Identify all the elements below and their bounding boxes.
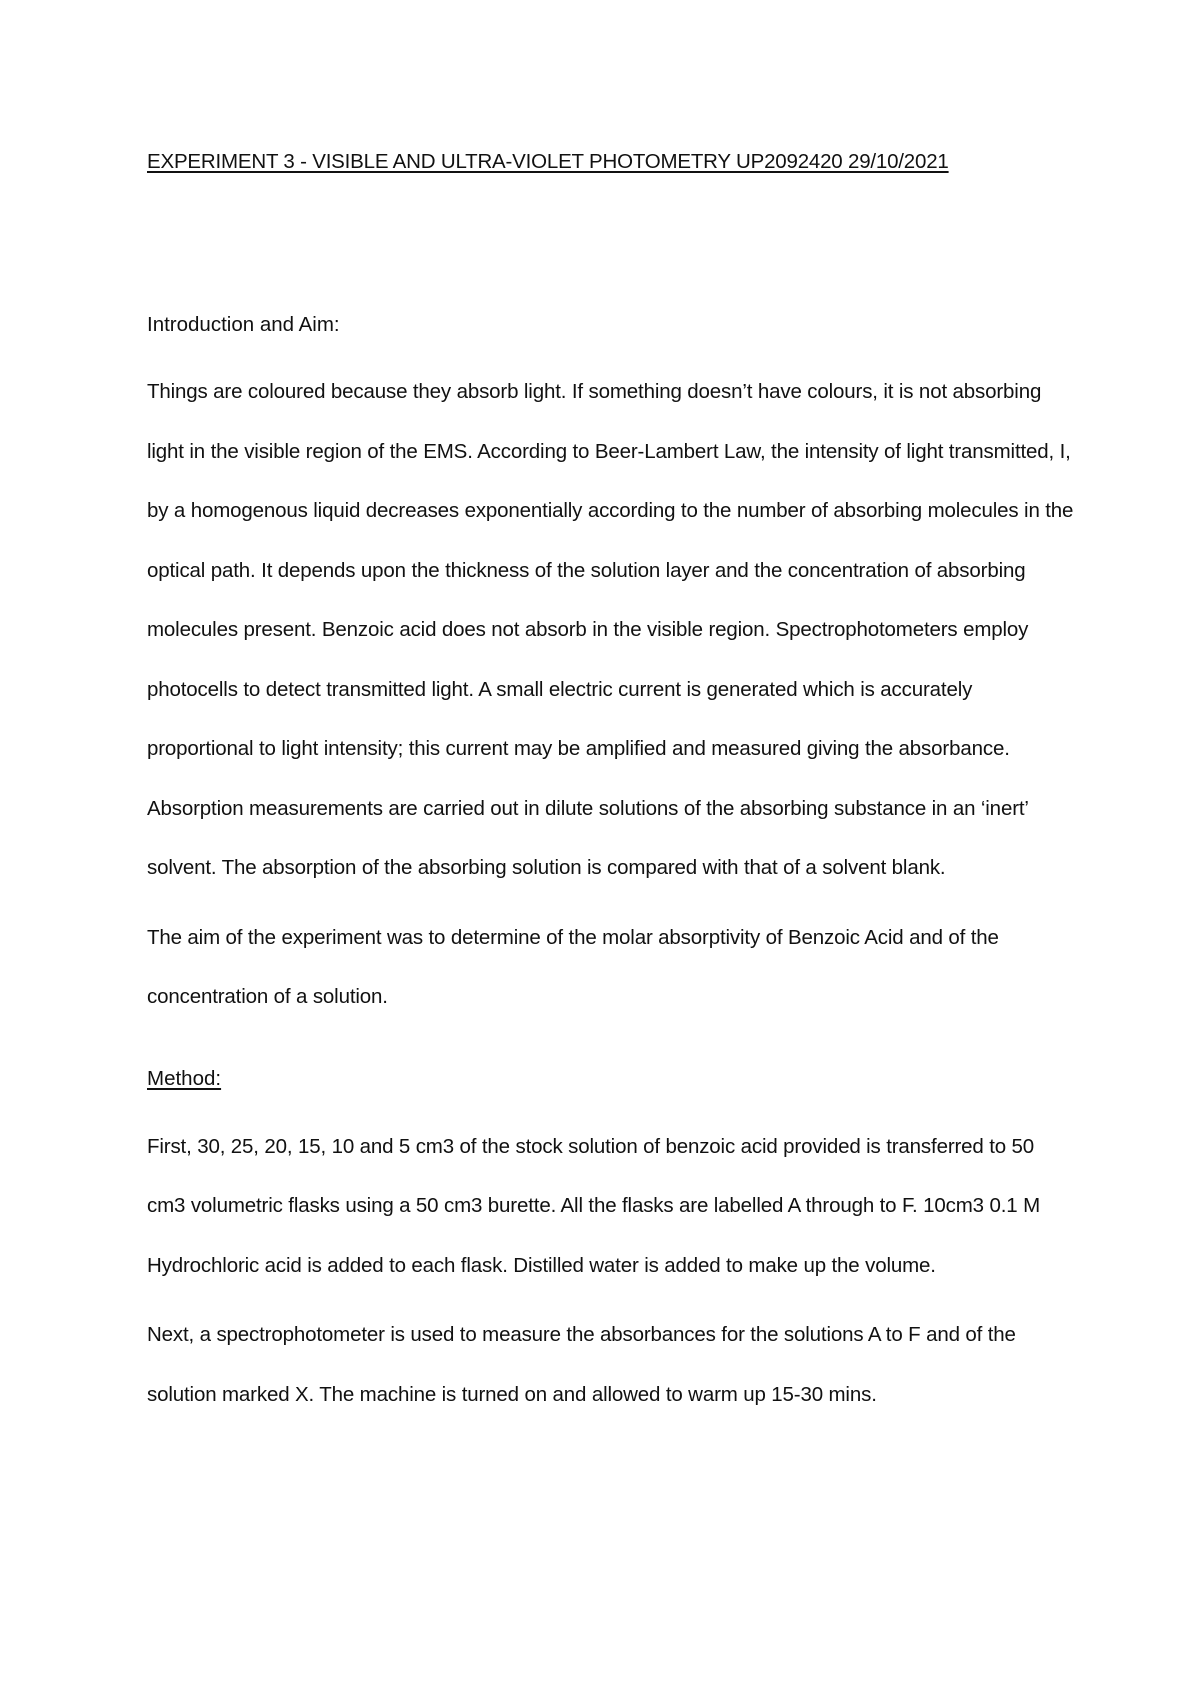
document-title: EXPERIMENT 3 - VISIBLE AND ULTRA-VIOLET PHOTOMETRY UP2092420 29/10/2021 [147,150,949,173]
introduction-heading: Introduction and Aim: [147,313,340,336]
method-paragraph: Next, a spectrophotometer is used to measure the absorbances for the solutions A to F and of the solution marked X. The machine is turned on and allowed to warm up 15-30 mins. [147,1323,1016,1406]
aim-paragraph: The aim of the experiment was to determine of the molar absorptivity of Benzoic Acid and of the concentration of a solution. [147,925,999,1008]
method-paragraph: First, 30, 25, 20, 15, 10 and 5 cm3 of the stock solution of benzoic acid provided is transferred to 50 cm3 volumetric flasks using a 50 cm3 burette. All the flasks are labelled A through to F. 10cm3 0.1 M Hydrochloric acid is added to each flask. Distilled water is added to make up the volume. [147,1134,1040,1277]
introduction-paragraph: Things are coloured because they absorb light. If something doesn’t have colours, it is not absorbing light in the visible region of the EMS. According to Beer-Lambert Law, the intensity of light transmitted, I, by a homogenous liquid decreases exponentially according to the number of absorbing molecules in the optical path. It depends upon the thickness of the solution layer and the concentration of absorbing molecules present. Benzoic acid does not absorb in the visible region. Spectrophotometers employ photocells to detect transmitted light. A small electric current is generated which is accurately proportional to light intensity; this current may be amplified and measured giving the absorbance. Absorption measurements are carried out in dilute solutions of the absorbing substance in an ‘inert’ solvent. The absorption of the absorbing solution is compared with that of a solvent blank. [147,380,1074,879]
document-body [147,148,1077,1424]
method-heading: Method: [147,1066,222,1090]
